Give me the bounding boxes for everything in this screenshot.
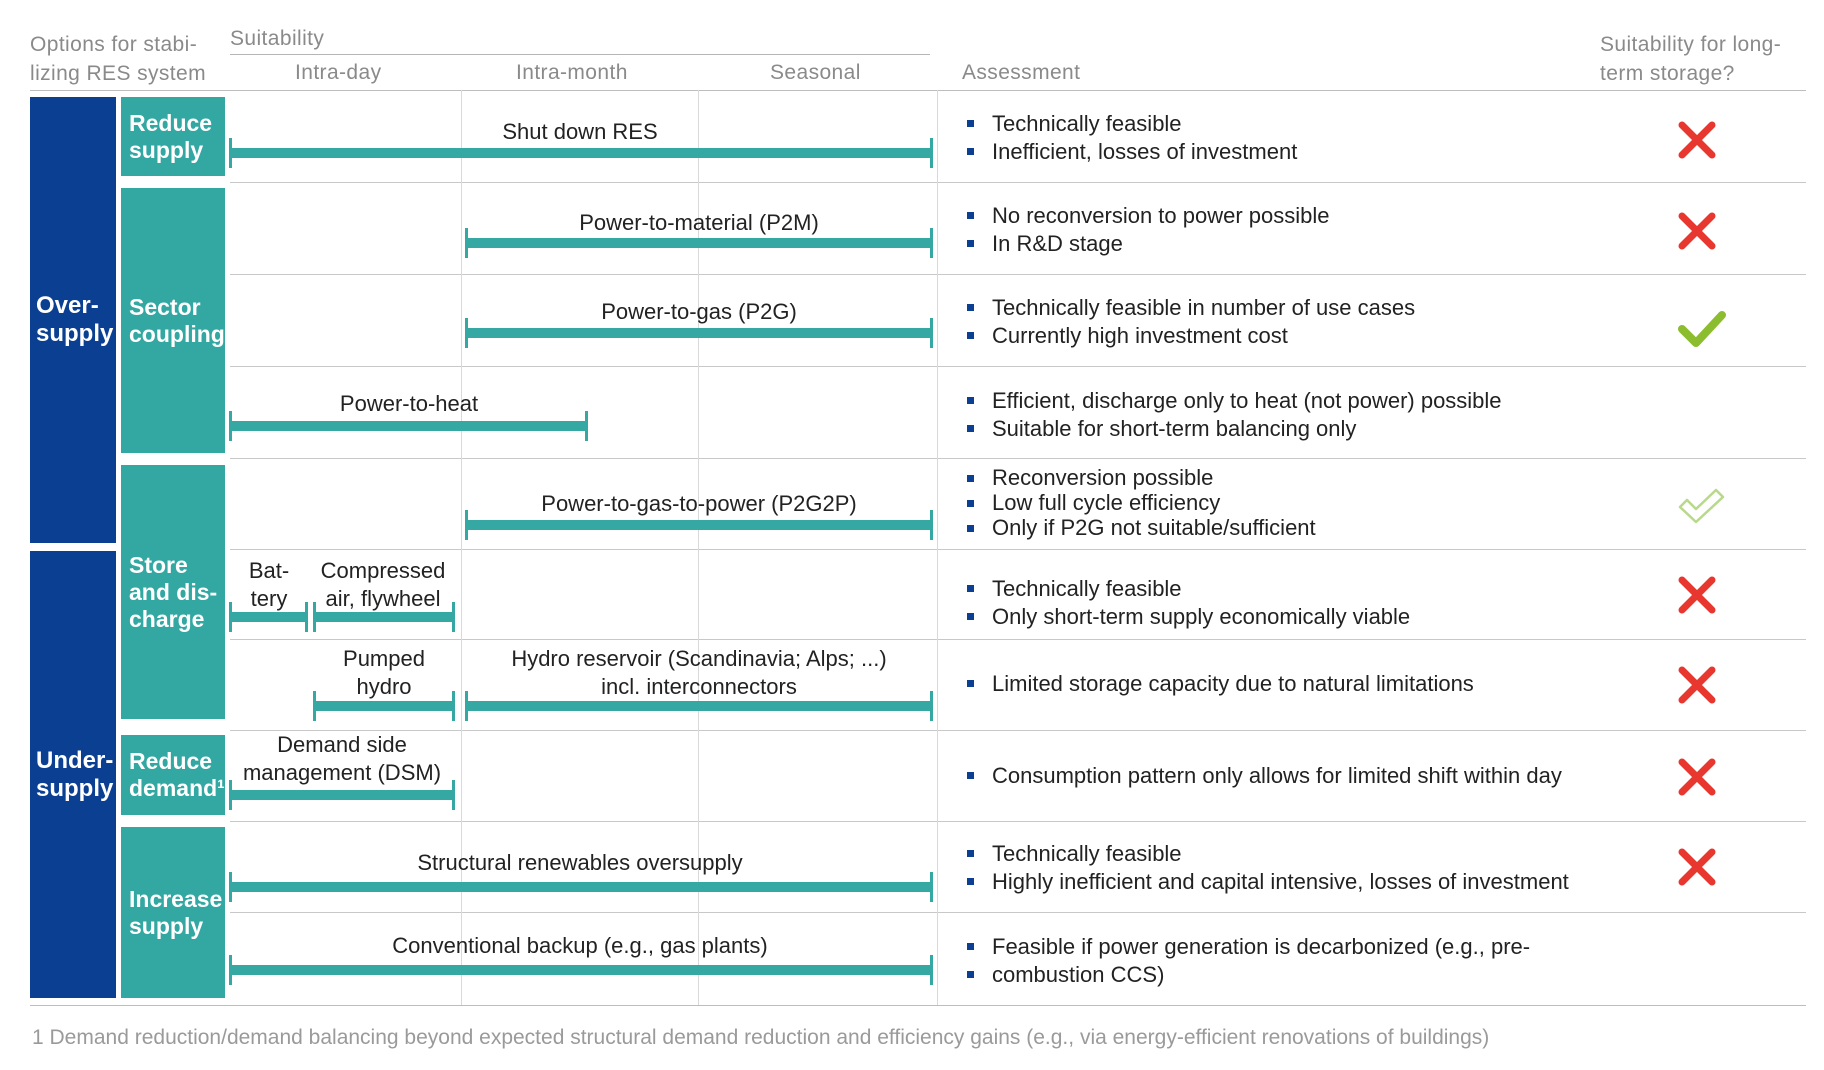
assessment-row-4 bbox=[965, 387, 1502, 443]
bar-cap bbox=[229, 138, 232, 168]
assessment-row-3 bbox=[965, 294, 1415, 350]
header-intramonth: Intra-month bbox=[516, 61, 628, 84]
subcategory-store-discharge: Store and dis- charge bbox=[121, 465, 225, 719]
row-divider bbox=[230, 912, 1806, 913]
row-divider bbox=[230, 366, 1806, 367]
bar-cap bbox=[452, 602, 455, 632]
header-bottom-line bbox=[30, 90, 1806, 91]
bar-cap bbox=[229, 780, 232, 810]
assessment-bullet: No reconversion to power possible bbox=[965, 202, 1330, 230]
bar-cap bbox=[313, 691, 316, 721]
bar-cap bbox=[930, 138, 933, 168]
subcategory-reduce-supply: Reduce supply bbox=[121, 97, 225, 176]
cross-icon bbox=[1672, 206, 1722, 256]
category-undersupply bbox=[30, 551, 116, 998]
bar-cap bbox=[930, 955, 933, 985]
bar-cap bbox=[930, 691, 933, 721]
bar-cap bbox=[930, 318, 933, 348]
assessment-row-8 bbox=[965, 762, 1562, 790]
assessment-bullet: Reconversion possible bbox=[965, 465, 1316, 490]
assessment-bullet: In R&D stage bbox=[965, 230, 1330, 258]
assessment-bullet: Only short-term supply economically viable bbox=[965, 603, 1410, 631]
bar-label-p2h: Power-to-heat bbox=[339, 391, 479, 416]
row-divider bbox=[230, 549, 1806, 550]
assessment-bullet: Technically feasible in number of use cases bbox=[965, 294, 1415, 322]
bar-cap bbox=[313, 602, 316, 632]
assessment-row-2 bbox=[965, 202, 1330, 258]
cross-icon bbox=[1672, 752, 1722, 802]
header-longterm: Suitability for long- term storage? bbox=[1600, 33, 1782, 85]
column-divider bbox=[937, 90, 938, 1005]
assessment-row-7 bbox=[965, 670, 1474, 698]
bar-structural-oversupply bbox=[230, 882, 932, 892]
bar-cap bbox=[585, 411, 588, 441]
row-divider bbox=[230, 730, 1806, 731]
bar-label-p2g2p: Power-to-gas-to-power (P2G2P) bbox=[541, 491, 857, 516]
category-undersupply-label: Under- supply bbox=[36, 746, 114, 802]
cross-icon bbox=[1672, 842, 1722, 892]
bar-hydro-reservoir bbox=[466, 701, 932, 711]
cross-icon bbox=[1672, 570, 1722, 620]
bar-cap bbox=[452, 780, 455, 810]
assessment-bullet: Inefficient, losses of investment bbox=[965, 138, 1297, 166]
bar-cap bbox=[305, 602, 308, 632]
row-divider bbox=[230, 821, 1806, 822]
assessment-bullet: Limited storage capacity due to natural limitations bbox=[965, 670, 1474, 698]
bar-conventional-backup bbox=[230, 965, 932, 975]
bar-cap bbox=[930, 510, 933, 540]
assessment-row-5 bbox=[965, 465, 1316, 540]
subcategory-reduce-demand: Reduce demand¹ bbox=[121, 735, 225, 815]
bar-label-hydro-reservoir: Hydro reservoir (Scandinavia; Alps; ...) incl. interconnectors bbox=[511, 646, 887, 699]
header-options: Options for stabi- lizing RES system bbox=[30, 33, 207, 85]
bar-cap bbox=[229, 955, 232, 985]
assessment-bullet bbox=[965, 961, 1530, 989]
assessment-row-10 bbox=[965, 933, 1530, 989]
bar-compressed-air bbox=[314, 612, 454, 622]
bar-label-p2m: Power-to-material (P2M) bbox=[579, 210, 819, 235]
bar-label-compressed-air: Compressed air, flywheel bbox=[320, 558, 446, 611]
footnote: 1 Demand reduction/demand balancing beyond expected structural demand reduction and efficiency gains (e.g., via energy-efficient renovations of buildings) bbox=[32, 1026, 1490, 1049]
bar-label-structural-oversupply: Structural renewables oversupply bbox=[417, 850, 743, 875]
assessment-bullet: Low full cycle efficiency bbox=[965, 490, 1316, 515]
assessment-row-1 bbox=[965, 110, 1297, 166]
assessment-continuation: combustion CCS) bbox=[992, 962, 1165, 987]
assessment-bullet: Technically feasible bbox=[965, 575, 1410, 603]
assessment-bullet: Highly inefficient and capital intensive, losses of investment bbox=[965, 868, 1569, 896]
row-divider bbox=[230, 458, 1806, 459]
header-seasonal: Seasonal bbox=[770, 61, 861, 84]
assessment-row-6 bbox=[965, 575, 1410, 631]
bar-label-p2g: Power-to-gas (P2G) bbox=[601, 299, 797, 324]
header-suitability: Suitability bbox=[230, 27, 325, 50]
bar-p2m bbox=[466, 238, 932, 248]
assessment-bullet: Currently high investment cost bbox=[965, 322, 1415, 350]
check-outline-icon bbox=[1676, 482, 1726, 532]
bar-label-battery: Bat- tery bbox=[248, 558, 290, 611]
bar-cap bbox=[465, 228, 468, 258]
row-divider bbox=[230, 182, 1806, 183]
assessment-bullet: Technically feasible bbox=[965, 840, 1569, 868]
bar-cap bbox=[229, 872, 232, 902]
assessment-bullet: Consumption pattern only allows for limited shift within day bbox=[965, 762, 1562, 790]
assessment-bullet: Only if P2G not suitable/sufficient bbox=[965, 515, 1316, 540]
assessment-bullet: Technically feasible bbox=[965, 110, 1297, 138]
bar-dsm bbox=[230, 790, 454, 800]
bar-label-pumped-hydro: Pumped hydro bbox=[343, 646, 425, 699]
subcategory-sector-coupling: Sector coupling bbox=[121, 188, 225, 453]
bar-label-conventional-backup: Conventional backup (e.g., gas plants) bbox=[392, 933, 768, 958]
row-divider bbox=[230, 274, 1806, 275]
header-intraday: Intra-day bbox=[295, 61, 382, 84]
bar-p2h bbox=[230, 421, 588, 431]
assessment-row-9 bbox=[965, 840, 1569, 896]
category-oversupply-label: Over- supply bbox=[36, 292, 114, 347]
bar-cap bbox=[930, 228, 933, 258]
check-icon bbox=[1676, 305, 1726, 355]
assessment-bullet: Suitable for short-term balancing only bbox=[965, 415, 1502, 443]
bar-cap bbox=[465, 510, 468, 540]
subcategory-increase-supply: Increase supply bbox=[121, 827, 225, 998]
bar-shut-down-res bbox=[230, 148, 932, 158]
header-assessment: Assessment bbox=[962, 61, 1081, 84]
bar-pumped-hydro bbox=[314, 701, 454, 711]
bar-cap bbox=[930, 872, 933, 902]
bar-label-shut-down-res: Shut down RES bbox=[502, 119, 658, 144]
bar-label-dsm: Demand side management (DSM) bbox=[242, 732, 442, 785]
bar-cap bbox=[229, 602, 232, 632]
cross-icon bbox=[1672, 660, 1722, 710]
bar-p2g bbox=[466, 328, 932, 338]
bar-battery bbox=[230, 612, 308, 622]
category-oversupply bbox=[30, 97, 116, 543]
bar-cap bbox=[465, 318, 468, 348]
bar-cap bbox=[229, 411, 232, 441]
cross-icon bbox=[1672, 115, 1722, 165]
bar-p2g2p bbox=[466, 520, 932, 530]
suitability-underline bbox=[230, 54, 930, 55]
table-bottom-line bbox=[30, 1005, 1806, 1006]
assessment-bullet: Feasible if power generation is decarbonized (e.g., pre- bbox=[965, 933, 1530, 961]
bar-cap bbox=[452, 691, 455, 721]
bar-cap bbox=[465, 691, 468, 721]
row-divider bbox=[230, 639, 1806, 640]
assessment-bullet: Efficient, discharge only to heat (not power) possible bbox=[965, 387, 1502, 415]
